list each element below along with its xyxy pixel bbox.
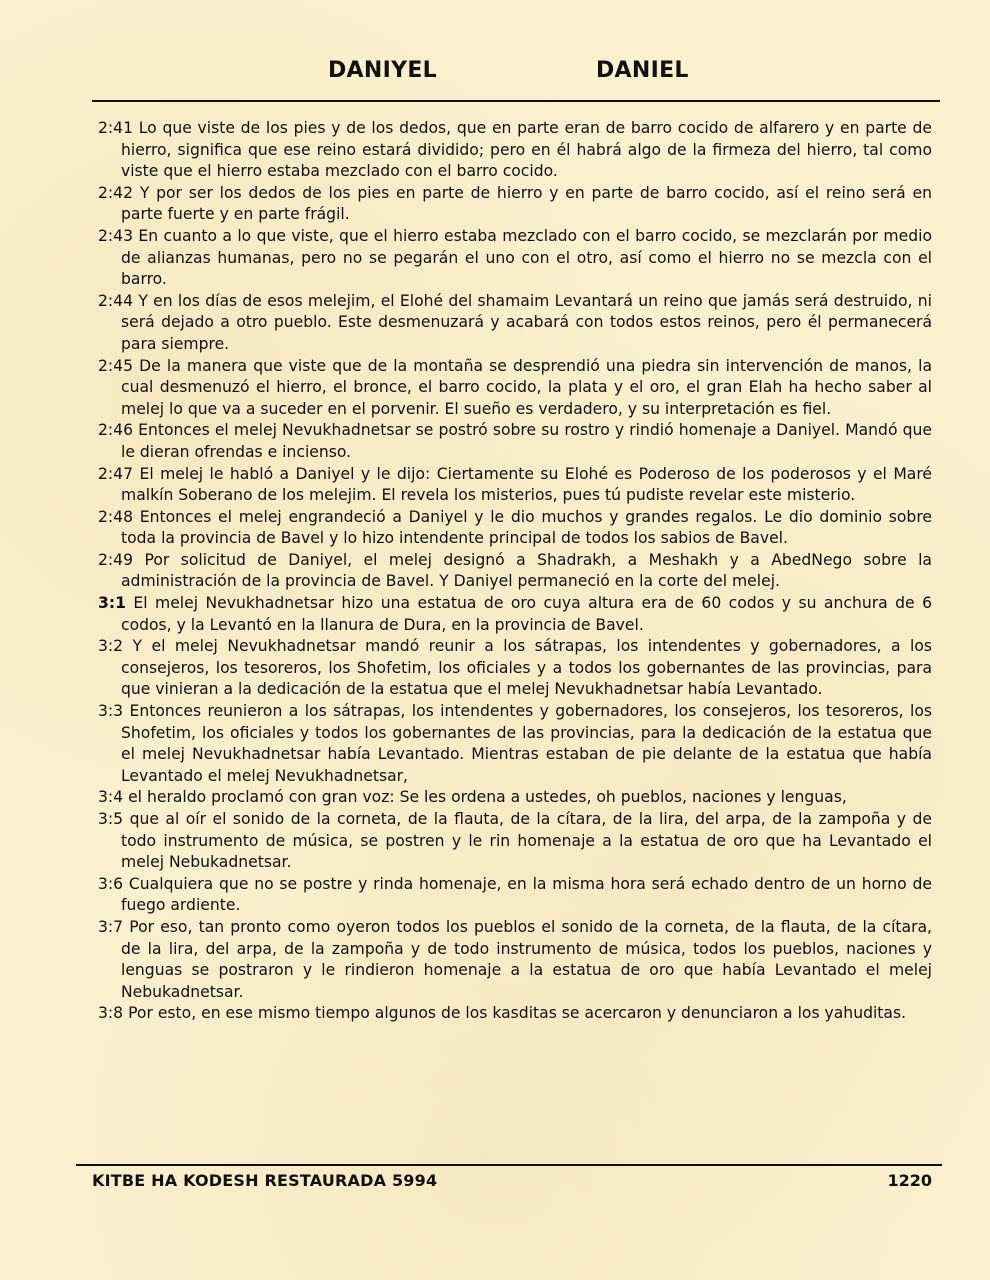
verse-number: 2:49 xyxy=(98,550,134,569)
verse-text: Y en los días de esos melejim, el Elohé del shamaim Levantará un reino que jamás será destruido, ni será dejado a otro pueblo. Este desmenuzará y acabará con todos estos reinos, pero él permanecerá para siempre. xyxy=(121,291,932,353)
verse-number: 2:47 xyxy=(98,464,134,483)
verse-text: que al oír el sonido de la corneta, de la flauta, de la cítara, de la lira, del arpa, de la zampoña y de todo instrumento de música, se postren y le rin homenaje a la estatua de oro que ha Levantado el melej Nebukadnetsar. xyxy=(121,810,932,872)
verse-2-46 xyxy=(98,420,932,463)
verse-text: Y por ser los dedos de los pies en parte de hierro y en parte de barro cocido, así el reino será en parte fuerte y en parte frágil. xyxy=(121,183,932,224)
verse-3-1 xyxy=(98,593,932,636)
verse-text: Entonces reunieron a los sátrapas, los intendentes y gobernadores, los consejeros, los tesoreros, los Shofetim, los oficiales y todos los gobernantes de las provincias, para la dedicación de la estatua que el melej Nevukhadnetsar había Levantado. Mientras estaban de pie delante de la estatua que había Levantado el melej Nevukhadnetsar, xyxy=(121,702,932,785)
header-title-hebrew: DANIYEL xyxy=(328,58,437,83)
header-title-spanish: DANIEL xyxy=(596,58,689,83)
verse-number: 2:43 xyxy=(98,226,134,245)
verse-3-6 xyxy=(98,874,932,917)
verse-3-4 xyxy=(98,787,932,809)
verse-2-45 xyxy=(98,356,932,421)
verse-3-2 xyxy=(98,636,932,701)
page-number: 1220 xyxy=(887,1171,932,1190)
chapter-verse-number: 3:1 xyxy=(98,594,126,613)
verse-2-49 xyxy=(98,550,932,593)
verse-text: Cualquiera que no se postre y rinda homenaje, en la misma hora será echado dentro de un horno de fuego ardiente. xyxy=(121,874,932,915)
verse-number: 3:5 xyxy=(98,810,124,828)
verse-number: 3:8 xyxy=(98,1004,124,1023)
verse-3-3 xyxy=(98,701,932,787)
page-header xyxy=(0,58,990,92)
footer-book-title: KITBE HA KODESH RESTAURADA 5994 xyxy=(92,1171,438,1190)
verse-number: 2:42 xyxy=(98,183,134,202)
verse-text: Por esto, en ese mismo tiempo algunos de los kasditas se acercaron y denunciaron a los yahuditas. xyxy=(128,1004,907,1023)
verse-number: 2:41 xyxy=(98,119,134,137)
verse-text: Entonces el melej engrandeció a Daniyel y le dio muchos y grandes regalos. Le dio dominio sobre toda la provincia de Bavel y lo hizo intendente principal de todos los sabios de Bavel. xyxy=(121,507,932,548)
verse-text: El melej Nevukhadnetsar hizo una estatua de oro cuya altura era de 60 codos y su anchura de 6 codos, y la Levantó en la llanura de Dura, en la provincia de Bavel. xyxy=(121,594,932,634)
verse-number: 3:2 xyxy=(98,637,124,656)
verse-text: De la manera que viste que de la montaña se desprendió una piedra sin intervención de manos, la cual desmenuzó el hierro, el bronce, el barro cocido, la plata y el oro, el gran Elah ha hecho saber al melej lo que va a suceder en el porvenir. El sueño es verdadero, y su interpretación es fiel. xyxy=(121,356,932,418)
verse-2-43 xyxy=(98,226,932,291)
verse-text: En cuanto a lo que viste, que el hierro estaba mezclado con el barro cocido, se mezclarán por medio de alianzas humanas, pero no se pegarán el uno con el otro, así como el hierro no se mezcla con el barro. xyxy=(121,226,932,289)
verse-text: Lo que viste de los pies y de los dedos, que en parte eran de barro cocido de alfarero y en parte de hierro, significa que ese reino estará dividido; pero en él habrá algo de la firmeza del hierro, tal como viste que el hierro estaba mezclado con el barro cocido. xyxy=(121,119,932,181)
verse-text: El melej le habló a Daniyel y le dijo: Ciertamente su Elohé es Poderoso de los poderosos y el Maré malkín Soberano de los melejim. El revela los misterios, pues tú pudiste revelar este misterio. xyxy=(121,464,932,505)
verse-number: 2:45 xyxy=(98,356,134,375)
verse-number: 2:44 xyxy=(98,291,134,310)
verse-2-44 xyxy=(98,291,932,356)
verse-list xyxy=(98,118,932,1025)
verse-2-42 xyxy=(98,183,932,226)
verse-number: 3:7 xyxy=(98,917,124,936)
verse-2-48 xyxy=(98,507,932,550)
verse-2-47 xyxy=(98,464,932,507)
verse-number: 3:4 xyxy=(98,788,124,807)
verse-3-7 xyxy=(98,917,932,1003)
verse-text: el heraldo proclamó con gran voz: Se les ordena a ustedes, oh pueblos, naciones y lenguas, xyxy=(128,788,847,807)
verse-3-8 xyxy=(98,1003,932,1025)
verse-text: Por eso, tan pronto como oyeron todos los pueblos el sonido de la corneta, de la flauta, de la cítara, de la lira, del arpa, de la zampoña y de todo instrumento de música, todos los pueblos, naciones y lenguas se postraron y le rindieron homenaje a la estatua de oro que había Levantado el melej Nebukadnetsar. xyxy=(121,917,932,1001)
verse-number: 2:46 xyxy=(98,421,134,440)
verse-text: Por solicitud de Daniyel, el melej designó a Shadrakh, a Meshakh y a AbedNego sobre la administración de la provincia de Bavel. Y Daniyel permaneció en la corte del melej. xyxy=(121,550,932,591)
header-rule xyxy=(92,100,940,102)
verse-2-41 xyxy=(98,118,932,183)
verse-text: Entonces el melej Nevukhadnetsar se postró sobre su rostro y rindió homenaje a Daniyel. Mandó que le dieran ofrendas e incienso. xyxy=(121,421,932,461)
verse-number: 3:3 xyxy=(98,702,124,721)
verse-3-5 xyxy=(98,809,932,874)
verse-number: 2:48 xyxy=(98,507,134,526)
footer-rule xyxy=(76,1164,942,1166)
verse-number: 3:6 xyxy=(98,874,124,893)
verse-text: Y el melej Nevukhadnetsar mandó reunir a los sátrapas, los intendentes y gobernadores, a los consejeros, los tesoreros, los Shofetim, los oficiales y a todos los gobernantes de las provincias, para que vinieran a la dedicación de la estatua que el melej Nevukhadnetsar había Levantado. xyxy=(121,637,932,699)
